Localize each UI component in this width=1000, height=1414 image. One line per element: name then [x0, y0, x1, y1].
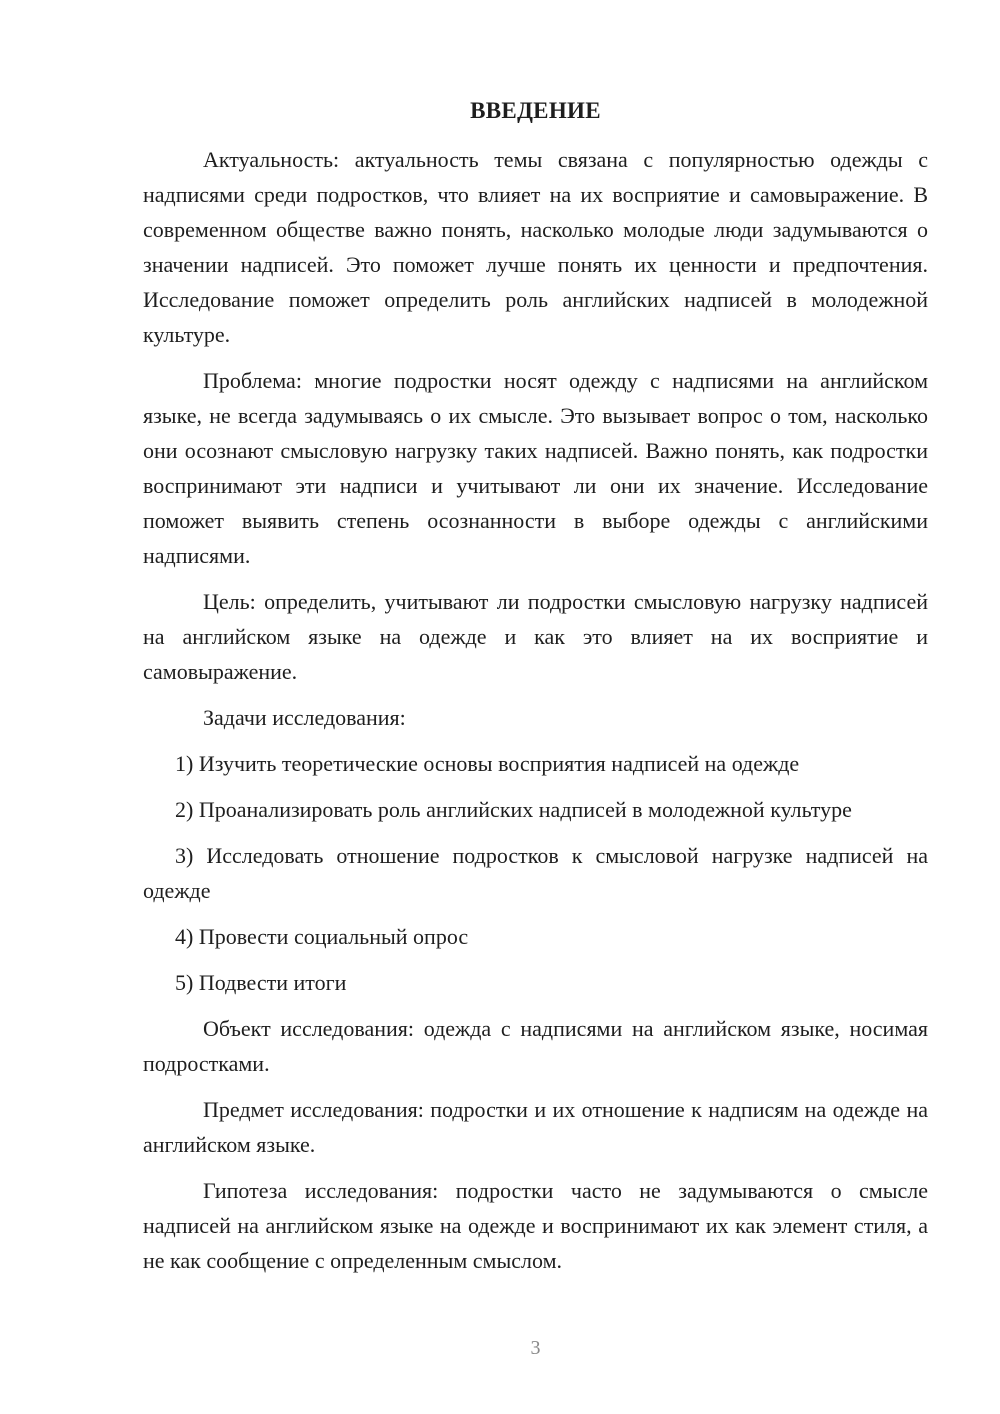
tasks-heading: Задачи исследования:	[203, 705, 406, 730]
task-item-5: 5) Подвести итоги	[175, 970, 347, 995]
paragraph-problem: Проблема: многие подростки носят одежду с надписями на английском языке, не всегда задумываясь о их смысле. Это вызывает вопрос о том, насколько они осознают смысловую нагрузку таких надписей. Важно понять, как подростки воспринимают эти надписи и учитывают ли они их значение. Исследование поможет выявить степень осознанности в выборе одежды с английскими надписями.	[143, 368, 928, 568]
task-item-4: 4) Провести социальный опрос	[175, 924, 469, 949]
paragraph-goal: Цель: определить, учитывают ли подростки смысловую нагрузку надписей на английском языке на одежде и как это влияет на их восприятие и самовыражение.	[143, 589, 928, 684]
document-page	[143, 0, 928, 1414]
task-item-3: 3) Исследовать отношение подростков к смысловой нагрузке надписей на одежде	[143, 843, 928, 903]
paragraph-object: Объект исследования: одежда с надписями на английском языке, носимая подростками.	[143, 1016, 928, 1076]
task-item-2: 2) Проанализировать роль английских надписей в молодежной культуре	[175, 797, 852, 822]
page-number: 3	[530, 1337, 541, 1359]
document-body	[143, 142, 928, 1289]
page-title: ВВЕДЕНИЕ	[470, 98, 601, 123]
task-item-1: 1) Изучить теоретические основы восприятия надписей на одежде	[175, 751, 800, 776]
paragraph-subject: Предмет исследования: подростки и их отношение к надписям на одежде на английском языке.	[143, 1097, 928, 1157]
paragraph-hypothesis: Гипотеза исследования: подростки часто не задумываются о смысле надписей на английском языке на одежде и воспринимают их как элемент стиля, а не как сообщение с определенным смыслом.	[143, 1178, 928, 1273]
paragraph-relevance: Актуальность: актуальность темы связана с популярностью одежды с надписями среди подростков, что влияет на их восприятие и самовыражение. В современном обществе важно понять, насколько молодые люди задумываются о значении надписей. Это поможет лучше понять их ценности и предпочтения. Исследование поможет определить роль английских надписей в молодежной культуре.	[143, 147, 928, 347]
